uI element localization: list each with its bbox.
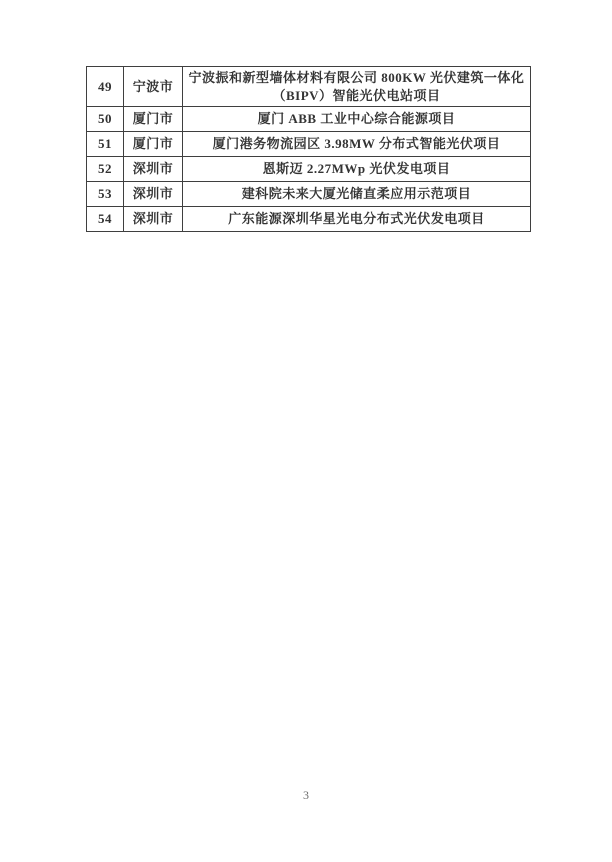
row-number-cell: 54 — [87, 207, 124, 232]
table-row — [87, 132, 531, 157]
project-name-cell: 厦门 ABB 工业中心综合能源项目 — [183, 107, 531, 132]
project-name-cell: 恩斯迈 2.27MWp 光伏发电项目 — [183, 157, 531, 182]
table-row — [87, 157, 531, 182]
table-row — [87, 67, 531, 107]
row-number-cell: 49 — [87, 67, 124, 107]
project-name-cell: 宁波振和新型墙体材料有限公司 800KW 光伏建筑一体化（BIPV）智能光伏电站项目 — [183, 67, 531, 107]
city-cell: 厦门市 — [124, 132, 183, 157]
row-number-cell: 50 — [87, 107, 124, 132]
city-cell: 深圳市 — [124, 157, 183, 182]
table-row — [87, 182, 531, 207]
city-cell: 深圳市 — [124, 207, 183, 232]
projects-table — [86, 66, 531, 232]
row-number-cell: 53 — [87, 182, 124, 207]
project-name-cell: 建科院未来大厦光储直柔应用示范项目 — [183, 182, 531, 207]
table-row — [87, 207, 531, 232]
city-cell: 深圳市 — [124, 182, 183, 207]
page-number: 3 — [303, 788, 309, 802]
row-number-cell: 52 — [87, 157, 124, 182]
table-row — [87, 107, 531, 132]
city-cell: 宁波市 — [124, 67, 183, 107]
city-cell: 厦门市 — [124, 107, 183, 132]
row-number-cell: 51 — [87, 132, 124, 157]
project-name-cell: 广东能源深圳华星光电分布式光伏发电项目 — [183, 207, 531, 232]
project-name-cell: 厦门港务物流园区 3.98MW 分布式智能光伏项目 — [183, 132, 531, 157]
